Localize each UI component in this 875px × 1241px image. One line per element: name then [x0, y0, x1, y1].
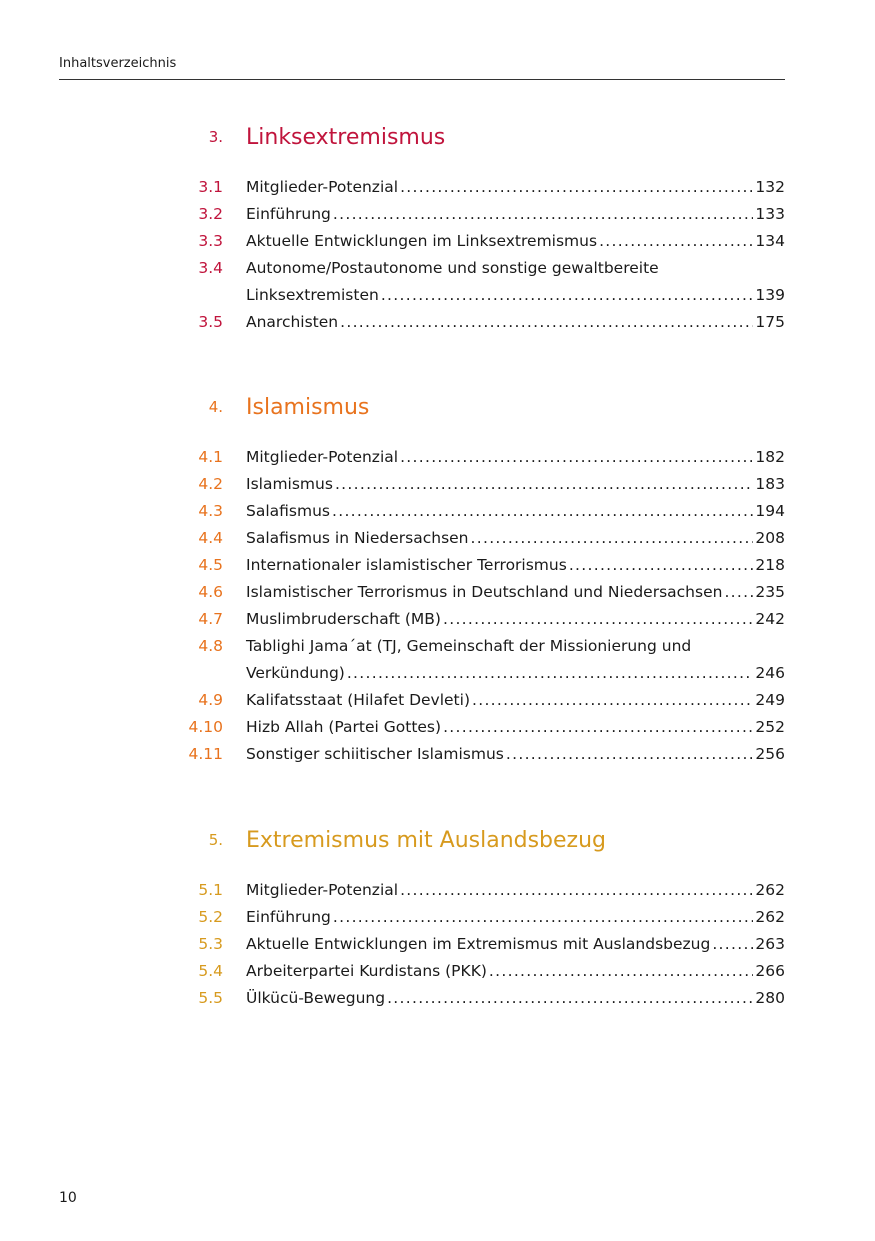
toc-entry[interactable] [180, 228, 785, 255]
entry-title: Salafismus in Niedersachsen [246, 529, 469, 547]
entry-line [246, 660, 785, 687]
entry-number: 5.4 [198, 962, 223, 980]
toc-entry[interactable] [180, 471, 785, 498]
dot-leader [569, 552, 754, 579]
entry-page-number: 256 [755, 745, 785, 763]
toc-section [180, 118, 785, 336]
dot-leader [381, 282, 754, 309]
entry-line [246, 228, 785, 255]
entry-body [246, 309, 785, 336]
dot-leader [599, 228, 753, 255]
entry-line [246, 309, 785, 336]
entry-list [180, 877, 785, 1012]
entry-number: 5.2 [198, 908, 223, 926]
dot-leader [333, 904, 754, 931]
entry-title: Aktuelle Entwicklungen im Linksextremismus [246, 232, 598, 250]
header-rule [59, 79, 785, 80]
entry-body [246, 444, 785, 471]
entry-body [246, 174, 785, 201]
entry-number: 4.4 [198, 529, 223, 547]
entry-title: Mitglieder-Potenzial [246, 881, 399, 899]
entry-title: Sonstiger schiitischer Islamismus [246, 745, 504, 763]
entry-page-number: 249 [755, 691, 785, 709]
dot-leader [400, 877, 753, 904]
entry-body [246, 904, 785, 931]
entry-number: 5.1 [198, 881, 223, 899]
entry-list [180, 444, 785, 768]
dot-leader [471, 525, 754, 552]
entry-line [246, 471, 785, 498]
toc-entry[interactable] [180, 633, 785, 687]
entry-number: 3.2 [198, 205, 223, 223]
entry-number: 3.4 [198, 259, 223, 277]
entry-line [246, 985, 785, 1012]
section-heading [180, 821, 785, 853]
entry-number: 4.11 [188, 745, 223, 763]
entry-title: Mitglieder-Potenzial [246, 448, 399, 466]
section-heading [180, 388, 785, 420]
entry-title: Arbeiterpartei Kurdistans (PKK) [246, 962, 487, 980]
dot-leader [443, 606, 753, 633]
toc-entry[interactable] [180, 525, 785, 552]
dot-leader [506, 741, 754, 768]
toc-entry[interactable] [180, 309, 785, 336]
toc-entry[interactable] [180, 552, 785, 579]
entry-number: 3.5 [198, 313, 223, 331]
entry-page-number: 208 [755, 529, 785, 547]
toc-entry[interactable] [180, 741, 785, 768]
section-title: Islamismus [246, 395, 370, 420]
toc-entry[interactable] [180, 877, 785, 904]
section-title: Extremismus mit Auslandsbezug [246, 828, 607, 853]
entry-title: Verkündung) [246, 664, 345, 682]
toc-entry[interactable] [180, 985, 785, 1012]
entry-page-number: 182 [755, 448, 785, 466]
entry-title: Einführung [246, 908, 331, 926]
entry-line [246, 579, 785, 606]
entry-page-number: 262 [755, 908, 785, 926]
entry-body [246, 714, 785, 741]
entry-line [246, 174, 785, 201]
entry-number: 3.1 [198, 178, 223, 196]
toc-entry[interactable] [180, 904, 785, 931]
entry-line [246, 282, 785, 309]
dot-leader [335, 471, 753, 498]
section-number: 5. [208, 831, 223, 849]
entry-body [246, 255, 785, 309]
entry-body [246, 201, 785, 228]
running-header: Inhaltsverzeichnis [59, 56, 177, 71]
dot-leader [347, 660, 754, 687]
entry-number: 4.6 [198, 583, 223, 601]
toc-entry[interactable] [180, 714, 785, 741]
entry-body [246, 525, 785, 552]
entry-title: Kalifatsstaat (Hilafet Devleti) [246, 691, 470, 709]
section-heading [180, 118, 785, 150]
entry-title: Internationaler islamistischer Terrorismus [246, 556, 567, 574]
entry-line [246, 958, 785, 985]
entry-line [246, 525, 785, 552]
entry-number: 4.5 [198, 556, 223, 574]
entry-title: Muslimbruderschaft (MB) [246, 610, 441, 628]
dot-leader [712, 931, 753, 958]
dot-leader [332, 498, 753, 525]
entry-title: Islamismus [246, 475, 333, 493]
entry-line [246, 877, 785, 904]
entry-body [246, 471, 785, 498]
entry-body [246, 877, 785, 904]
entry-line [246, 904, 785, 931]
entry-line [246, 498, 785, 525]
entry-number: 4.2 [198, 475, 223, 493]
section-number: 4. [208, 398, 223, 416]
entry-body [246, 228, 785, 255]
entry-page-number: 133 [755, 205, 785, 223]
page-number: 10 [59, 1190, 77, 1206]
entry-body [246, 958, 785, 985]
entry-title: Aktuelle Entwicklungen im Extremismus mit Auslandsbezug [246, 935, 711, 953]
entry-title: Tablighi Jama´at (TJ, Gemeinschaft der Missionierung und [246, 637, 692, 655]
entry-body [246, 741, 785, 768]
dot-leader [340, 309, 753, 336]
entry-page-number: 139 [755, 286, 785, 304]
dot-leader [724, 579, 753, 606]
entry-body [246, 931, 785, 958]
entry-page-number: 194 [755, 502, 785, 520]
dot-leader [472, 687, 753, 714]
entry-number: 4.3 [198, 502, 223, 520]
entry-page-number: 242 [755, 610, 785, 628]
entry-title: Autonome/Postautonome und sonstige gewaltbereite [246, 259, 659, 277]
entry-line [246, 444, 785, 471]
toc-entry[interactable] [180, 687, 785, 714]
entry-page-number: 235 [755, 583, 785, 601]
toc-entry[interactable] [180, 255, 785, 309]
toc-entry[interactable] [180, 579, 785, 606]
entry-number: 4.7 [198, 610, 223, 628]
entry-number: 5.5 [198, 989, 223, 1007]
entry-body [246, 633, 785, 687]
entry-title: Mitglieder-Potenzial [246, 178, 399, 196]
entry-page-number: 134 [755, 232, 785, 250]
entry-page-number: 246 [755, 664, 785, 682]
dot-leader [489, 958, 753, 985]
dot-leader [387, 985, 753, 1012]
entry-body [246, 687, 785, 714]
entry-number: 4.1 [198, 448, 223, 466]
entry-number: 4.9 [198, 691, 223, 709]
entry-body [246, 579, 785, 606]
entry-number: 4.8 [198, 637, 223, 655]
entry-page-number: 280 [755, 989, 785, 1007]
entry-page-number: 175 [755, 313, 785, 331]
entry-page-number: 263 [755, 935, 785, 953]
entry-title: Anarchisten [246, 313, 339, 331]
toc-entry[interactable] [180, 174, 785, 201]
dot-leader [443, 714, 753, 741]
entry-page-number: 262 [755, 881, 785, 899]
entry-title: Hizb Allah (Partei Gottes) [246, 718, 442, 736]
section-number: 3. [208, 128, 223, 146]
entry-title: Einführung [246, 205, 331, 223]
entry-line [246, 931, 785, 958]
toc-section [180, 388, 785, 768]
entry-line [246, 255, 785, 282]
entry-page-number: 252 [755, 718, 785, 736]
dot-leader [400, 174, 753, 201]
entry-title: Islamistischer Terrorismus in Deutschland und Niedersachsen [246, 583, 723, 601]
entry-body [246, 606, 785, 633]
entry-page-number: 218 [755, 556, 785, 574]
entry-line [246, 633, 785, 660]
toc-entry[interactable] [180, 201, 785, 228]
entry-line [246, 687, 785, 714]
entry-page-number: 183 [755, 475, 785, 493]
toc-entry[interactable] [180, 606, 785, 633]
entry-line [246, 552, 785, 579]
toc-entry[interactable] [180, 444, 785, 471]
entry-list [180, 174, 785, 336]
entry-page-number: 266 [755, 962, 785, 980]
dot-leader [400, 444, 753, 471]
entry-number: 5.3 [198, 935, 223, 953]
entry-line [246, 201, 785, 228]
toc-section [180, 821, 785, 1012]
entry-line [246, 741, 785, 768]
dot-leader [333, 201, 754, 228]
entry-title: Linksextremisten [246, 286, 379, 304]
entry-number: 3.3 [198, 232, 223, 250]
entry-page-number: 132 [755, 178, 785, 196]
toc-entry[interactable] [180, 931, 785, 958]
section-title: Linksextremismus [246, 125, 446, 150]
entry-body [246, 552, 785, 579]
entry-body [246, 498, 785, 525]
entry-title: Salafismus [246, 502, 330, 520]
entry-line [246, 606, 785, 633]
toc-entry[interactable] [180, 498, 785, 525]
entry-body [246, 985, 785, 1012]
entry-title: Ülkücü-Bewegung [246, 989, 386, 1007]
entry-number: 4.10 [188, 718, 223, 736]
entry-line [246, 714, 785, 741]
toc-entry[interactable] [180, 958, 785, 985]
